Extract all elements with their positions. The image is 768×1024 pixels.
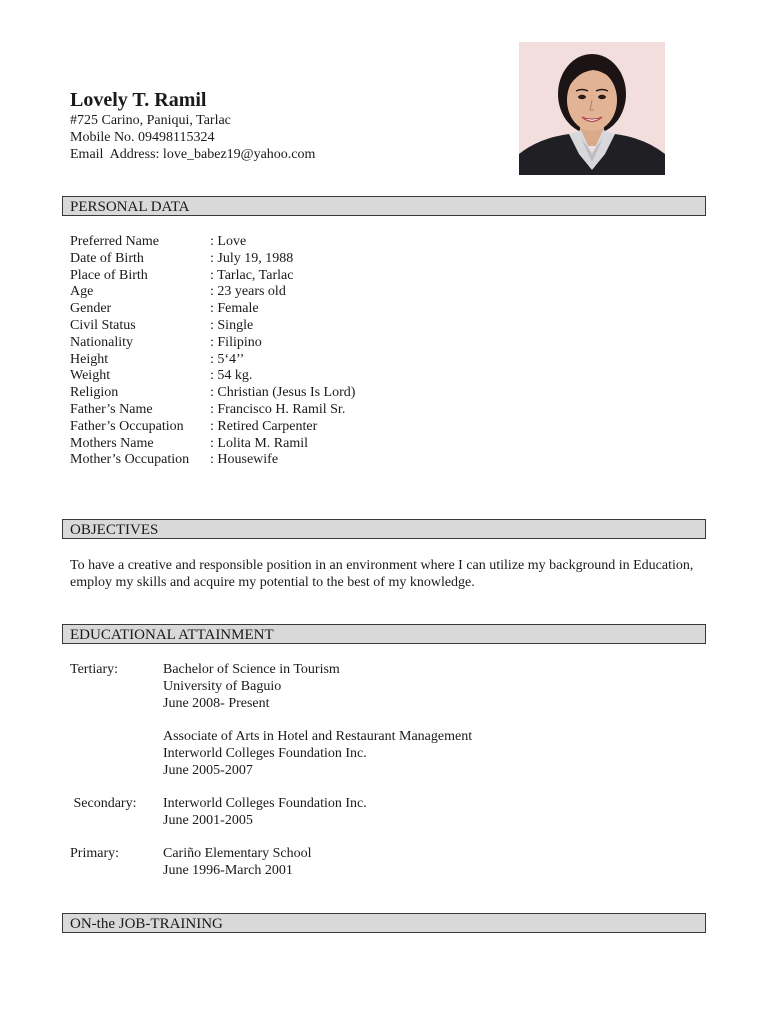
personal-data-table [70,234,355,469]
pd-value: : 54 kg. [210,368,253,384]
edu-school: Interworld Colleges Foundation Inc. [163,796,367,811]
email-line: Email Address: love_babez19@yahoo.com [70,147,316,162]
applicant-name: Lovely T. Ramil [70,89,207,111]
pd-value: : Love [210,234,247,249]
pd-label: Father’s Occupation [70,418,184,434]
pd-label: Height [70,351,109,367]
pd-value: : Filipino [210,334,262,350]
pd-value: : Francisco H. Ramil Sr. [210,401,346,417]
personal-data-row [70,452,355,469]
section-personal-data: PERSONAL DATA [62,196,706,216]
pd-label: Gender [70,301,112,317]
section-objectives: OBJECTIVES [62,519,706,539]
pd-label: Date of Birth [70,250,144,266]
pd-value: : Lolita M. Ramil [210,435,308,451]
pd-value: : July 19, 1988 [210,250,294,266]
pd-value: : Single [210,317,254,333]
applicant-photo [519,42,665,175]
pd-label: Civil Status [70,317,136,333]
address-line: #725 Carino, Paniqui, Tarlac [70,113,231,128]
edu-level-label: Secondary: [70,796,137,811]
edu-level-label: Tertiary: [70,662,118,677]
edu-school: Cariño Elementary School [163,846,312,861]
pd-value: : 23 years old [210,284,286,300]
personal-data-row [70,419,355,436]
personal-data-row [70,284,355,301]
personal-data-row [70,402,355,419]
edu-dates: June 2005-2007 [163,762,253,778]
personal-data-row [70,385,355,402]
objective-text: To have a creative and responsible position in an environment where I can utilize my background in Education, employ my skills and acquire my potential to the best of my knowledge. [70,558,694,590]
edu-degree: Associate of Arts in Hotel and Restaurant Management [163,729,473,744]
pd-label: Preferred Name [70,234,160,249]
personal-data-row [70,301,355,318]
personal-data-row [70,368,355,385]
mobile-line: Mobile No. 09498115324 [70,130,215,145]
edu-dates: June 1996-March 2001 [163,862,293,878]
pd-label: Nationality [70,334,133,350]
edu-dates: June 2001-2005 [163,812,253,828]
personal-data-row [70,251,355,268]
pd-label: Religion [70,385,119,401]
pd-value: : Retired Carpenter [210,418,318,434]
pd-value: : Female [210,301,259,317]
pd-label: Place of Birth [70,267,148,283]
pd-value: : 5‘4’’ [210,351,245,367]
personal-data-row [70,234,355,251]
contact-info [70,112,315,163]
edu-level-label: Primary: [70,846,119,861]
pd-label: Weight [70,368,111,384]
pd-label: Mother’s Occupation [70,452,190,468]
section-education: EDUCATIONAL ATTAINMENT [62,624,706,644]
personal-data-row [70,268,355,285]
edu-dates: June 2008- Present [163,695,270,711]
section-ojt: ON-the JOB-TRAINING [62,913,706,933]
edu-school: Interworld Colleges Foundation Inc. [163,745,367,761]
edu-degree: Bachelor of Science in Tourism [163,662,340,677]
pd-label: Age [70,284,94,300]
edu-school: University of Baguio [163,678,282,694]
pd-label: Father’s Name [70,401,153,417]
personal-data-row [70,352,355,369]
pd-value: : Housewife [210,452,279,468]
personal-data-row [70,318,355,335]
pd-value: : Christian (Jesus Is Lord) [210,385,356,401]
personal-data-row [70,436,355,453]
personal-data-row [70,335,355,352]
pd-value: : Tarlac, Tarlac [210,267,294,283]
pd-label: Mothers Name [70,435,154,451]
